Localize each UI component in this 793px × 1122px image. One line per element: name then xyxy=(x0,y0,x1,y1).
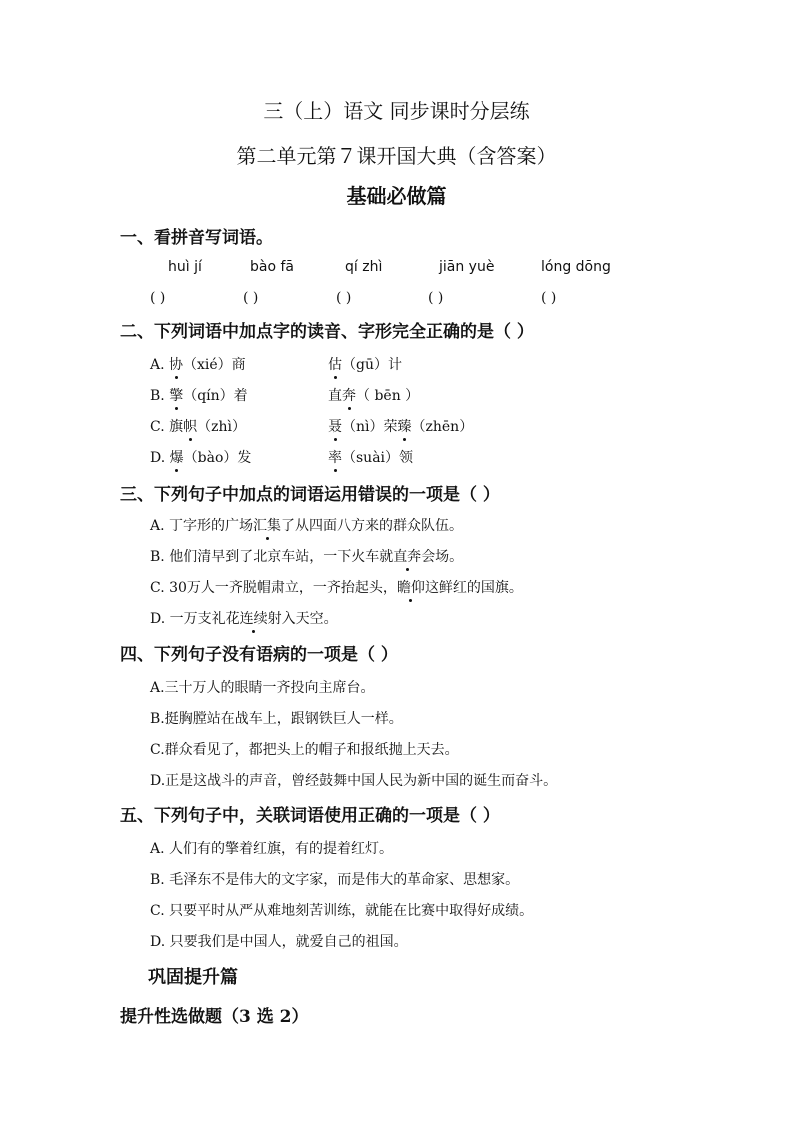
q3-option-b[interactable] xyxy=(150,546,463,566)
option-text: D. 一万支礼花 xyxy=(150,611,240,627)
q2-option-b-left[interactable] xyxy=(150,385,248,405)
option-text: （xié）商 xyxy=(183,357,246,373)
section-basic-heading: 基础必做篇 xyxy=(346,184,447,208)
option-text: （ bēn ） xyxy=(356,388,420,404)
q4-option-b[interactable]: B.挺胸膛站在战车上，跟钢铁巨人一样。 xyxy=(150,711,403,727)
option-text: 了从四面八方来的群众队伍。 xyxy=(281,518,464,534)
answer-blank-3[interactable]: ( ) xyxy=(336,290,352,306)
dotted-char: 爆 xyxy=(170,447,184,467)
dotted-word: 直奔 xyxy=(393,546,421,566)
answer-blank-5[interactable]: ( ) xyxy=(541,290,557,306)
q5-option-c[interactable]: C. 只要平时从严从难地刻苦训练，就能在比赛中取得好成绩。 xyxy=(150,903,534,919)
option-text: （gū）计 xyxy=(342,357,402,373)
q2-option-d-left[interactable] xyxy=(150,447,251,467)
option-label: B. xyxy=(150,388,165,404)
answer-blank-1[interactable]: ( ) xyxy=(150,290,166,306)
q5-option-d[interactable]: D. 只要我们是中国人，就爱自己的祖国。 xyxy=(150,934,408,950)
dotted-word: 汇集 xyxy=(253,515,281,535)
q2-option-a-right xyxy=(328,354,402,374)
option-text: 会场。 xyxy=(421,549,464,565)
dotted-char: 协 xyxy=(169,354,183,374)
option-text: （zhì） xyxy=(197,419,246,435)
pinyin-2: bào fā xyxy=(250,259,294,275)
dotted-char: 率 xyxy=(328,447,342,467)
dotted-word: 连续 xyxy=(240,608,268,628)
q3-option-d[interactable] xyxy=(150,608,338,628)
question-5-title: 五、下列句子中，关联词语使用正确的一项是（ ） xyxy=(120,806,500,826)
q3-option-a[interactable] xyxy=(150,515,463,535)
page-title: 三（上）语文 同步课时分层练 xyxy=(263,99,530,123)
question-2-title: 二、下列词语中加点字的读音、字形完全正确的是（ ） xyxy=(120,322,534,342)
q4-option-d[interactable]: D.正是这战斗的声音，曾经鼓舞中国人民为新中国的诞生而奋斗。 xyxy=(150,773,558,789)
pinyin-5: lóng dōng xyxy=(541,259,611,275)
option-label: A. xyxy=(150,357,165,373)
q3-option-c[interactable] xyxy=(150,577,523,597)
option-text: A. 丁字形的广场 xyxy=(150,518,254,534)
pinyin-1: huì jí xyxy=(168,259,202,275)
section-improve-heading: 巩固提升篇 xyxy=(148,967,238,988)
option-text: C. 30万人一齐脱帽肃立，一齐抬起头， xyxy=(150,580,397,596)
pinyin-3: qí zhì xyxy=(345,259,383,275)
answer-blank-2[interactable]: ( ) xyxy=(243,290,259,306)
q4-option-a[interactable]: A.三十万人的眼睛一齐投向主席台。 xyxy=(150,680,375,696)
q2-option-c-right xyxy=(328,416,473,436)
option-text: （suài）领 xyxy=(342,450,414,466)
option-text: 旗 xyxy=(169,419,184,435)
option-label: D. xyxy=(150,450,166,466)
option-text: （qín）着 xyxy=(183,388,248,404)
pinyin-4: jiān yuè xyxy=(439,259,495,275)
page-subtitle: 第二单元第７课开国大典（含答案） xyxy=(236,144,557,168)
dotted-char: 奔 xyxy=(342,385,356,405)
question-3-title: 三、下列句子中加点的词语运用错误的一项是（ ） xyxy=(120,485,500,505)
dotted-char: 估 xyxy=(328,354,342,374)
dotted-char: 臻 xyxy=(398,416,412,436)
option-text: （bào）发 xyxy=(183,450,252,466)
dotted-char: 擎 xyxy=(169,385,183,405)
dotted-char: 帜 xyxy=(183,416,197,436)
question-1-title: 一、看拼音写词语。 xyxy=(120,228,273,248)
option-text: （nì）荣 xyxy=(342,419,398,435)
subsection-heading: 提升性选做题（3 选 2） xyxy=(120,1007,309,1027)
q5-option-b[interactable]: B. 毛泽东不是伟大的文字家，而是伟大的革命家、思想家。 xyxy=(150,872,520,888)
option-text: 这鲜红的国旗。 xyxy=(424,580,523,596)
q2-option-c-left[interactable] xyxy=(150,416,246,436)
q2-option-b-right xyxy=(328,385,419,405)
answer-blank-4[interactable]: ( ) xyxy=(428,290,444,306)
option-text: （zhēn） xyxy=(411,419,474,435)
option-label: C. xyxy=(150,419,165,435)
option-text: B. 他们清早到了北京车站，一下火车就 xyxy=(150,549,394,565)
option-text: 射入天空。 xyxy=(267,611,338,627)
option-text: 直 xyxy=(328,388,342,404)
dotted-word: 瞻仰 xyxy=(397,577,425,597)
q2-option-d-right xyxy=(328,447,413,467)
dotted-char: 聂 xyxy=(328,416,342,436)
q5-option-a[interactable]: A. 人们有的擎着红旗，有的提着红灯。 xyxy=(150,841,394,857)
question-4-title: 四、下列句子没有语病的一项是（ ） xyxy=(120,645,398,665)
q2-option-a-left[interactable] xyxy=(150,354,246,374)
q4-option-c[interactable]: C.群众看见了，都把头上的帽子和报纸抛上天去。 xyxy=(150,742,459,758)
